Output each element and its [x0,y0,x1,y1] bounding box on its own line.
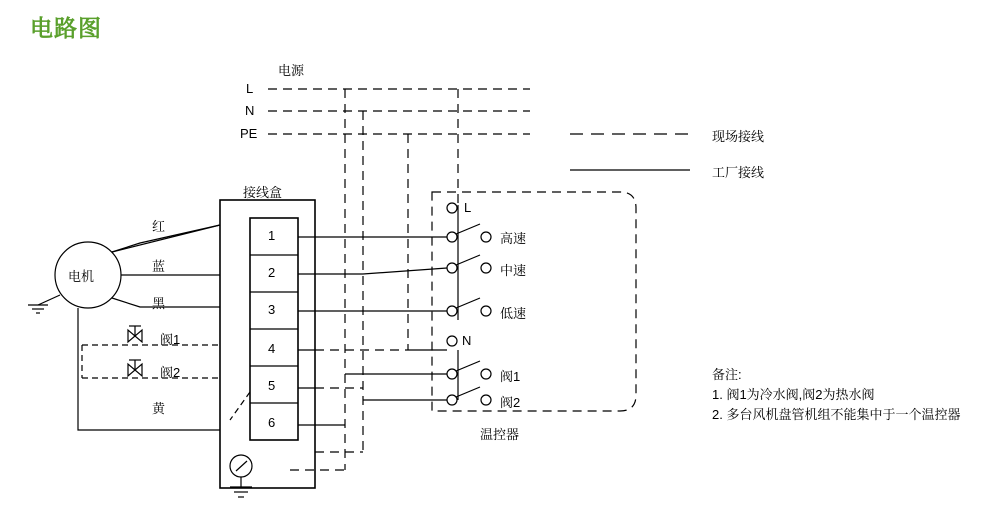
power-label: 电源 [278,63,305,78]
terminal-5-label: 5 [268,378,276,393]
lead-yellow-path [78,308,220,430]
speed-low-label: 低速 [500,306,527,321]
note-item-2: 2. 多台风机盘管机组不能集中于一个温控器 [712,407,961,422]
legend-factory-label: 工厂接线 [712,165,765,180]
power-drop-lines [345,89,458,470]
valve1-label: 阀1 [160,332,181,347]
internal-dashed-wire [230,392,250,420]
valve-branch-lines [82,345,220,378]
valve1-symbol [128,326,142,342]
thermostat-l-label: L [464,200,472,215]
thermostat-contacts [447,203,491,405]
terminal-2-label: 2 [268,265,276,280]
speed-mid-label: 中速 [500,263,527,278]
thermostat-label: 温控器 [480,427,520,442]
thermo-valve1-label: 阀1 [500,369,521,384]
phase-n-label: N [245,103,255,118]
wire-yellow-label: 黄 [152,401,166,416]
wire-black-label: 黑 [152,296,166,311]
power-bus-lines [268,89,530,134]
terminal-4-label: 4 [268,341,276,356]
junction-box-label: 接线盒 [243,185,283,200]
valve2-symbol [128,360,142,376]
box-ground-screw-slot [236,461,247,471]
bottom-dashed-links [290,350,408,470]
wire-blue-label: 蓝 [152,259,166,274]
terminal-3-label: 3 [268,302,276,317]
valve2-label: 阀2 [160,365,181,380]
note-item-1: 1. 阀1为冷水阀,阀2为热水阀 [712,387,875,402]
legend-field-label: 现场接线 [712,129,765,144]
thermostat-n-label: N [462,333,472,348]
motor-label: 电机 [68,269,95,284]
phase-l-label: L [246,81,254,96]
terminal-6-label: 6 [268,415,276,430]
lead-black-path [112,298,220,307]
terminal-1-label: 1 [268,228,276,243]
speed-high-label: 高速 [500,231,527,246]
notes-heading: 备注: [712,367,742,382]
page-title: 电路图 [30,15,102,41]
phase-pe-label: PE [240,126,258,141]
motor-ground-lead [38,295,60,305]
thermo-valve2-label: 阀2 [500,395,521,410]
thermostat-outline [432,192,636,411]
wire-red-label: 红 [152,219,166,234]
